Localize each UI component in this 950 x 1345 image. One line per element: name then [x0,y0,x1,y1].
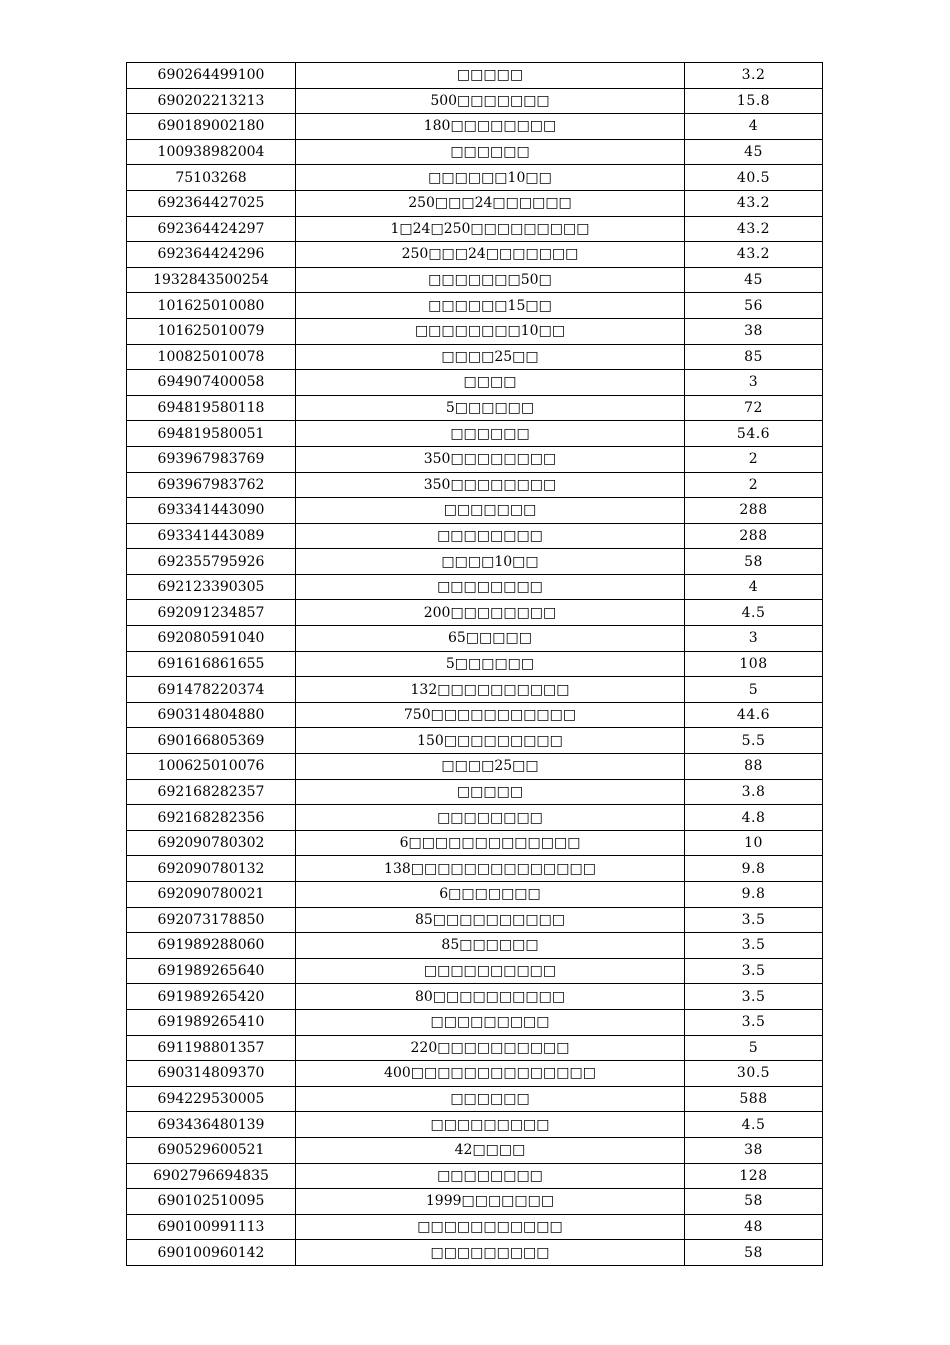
product-name-cell: 6□□□□□□□□□□□□□ [296,830,685,856]
barcode-cell: 690100991113 [127,1214,296,1240]
product-name-cell: 5□□□□□□ [296,395,685,421]
product-name-cell: □□□□25□□ [296,344,685,370]
product-name-cell: 42□□□□ [296,1137,685,1163]
price-cell: 40.5 [685,165,823,191]
price-cell: 3.2 [685,63,823,89]
barcode-cell: 691989265640 [127,958,296,984]
price-cell: 85 [685,344,823,370]
barcode-cell: 690100960142 [127,1240,296,1266]
barcode-cell: 692364427025 [127,190,296,216]
price-cell: 588 [685,1086,823,1112]
barcode-cell: 100625010076 [127,754,296,780]
price-cell: 3.8 [685,779,823,805]
price-cell: 43.2 [685,190,823,216]
table-row [127,933,823,959]
barcode-cell: 692090780132 [127,856,296,882]
price-cell: 58 [685,1189,823,1215]
price-cell: 58 [685,549,823,575]
product-name-cell: □□□□□□ [296,1086,685,1112]
barcode-cell: 692073178850 [127,907,296,933]
barcode-cell: 690166805369 [127,728,296,754]
table-row [127,600,823,626]
price-cell: 3.5 [685,1009,823,1035]
barcode-cell: 692091234857 [127,600,296,626]
table-row [127,216,823,242]
table-row [127,165,823,191]
price-cell: 30.5 [685,1061,823,1087]
price-cell: 45 [685,139,823,165]
table-row [127,754,823,780]
price-cell: 5 [685,677,823,703]
table-row [127,190,823,216]
product-name-cell: □□□□□□□□□ [296,1112,685,1138]
table-row [127,651,823,677]
table-row [127,728,823,754]
barcode-cell: 6902796694835 [127,1163,296,1189]
barcode-cell: 691989265410 [127,1009,296,1035]
price-cell: 3.5 [685,933,823,959]
price-cell: 4.8 [685,805,823,831]
barcode-cell: 694229530005 [127,1086,296,1112]
price-cell: 288 [685,498,823,524]
price-cell: 2 [685,446,823,472]
product-name-cell: 80□□□□□□□□□□ [296,984,685,1010]
table-row [127,242,823,268]
price-cell: 4.5 [685,1112,823,1138]
table-row [127,498,823,524]
price-cell: 288 [685,523,823,549]
barcode-cell: 100938982004 [127,139,296,165]
table-row [127,1112,823,1138]
price-cell: 56 [685,293,823,319]
table-row [127,574,823,600]
barcode-cell: 693967983769 [127,446,296,472]
barcode-cell: 690314804880 [127,702,296,728]
price-cell: 9.8 [685,856,823,882]
table-row [127,830,823,856]
product-name-cell: □□□□□□15□□ [296,293,685,319]
barcode-cell: 692355795926 [127,549,296,575]
product-name-cell: □□□□□□□□□ [296,1240,685,1266]
barcode-cell: 691198801357 [127,1035,296,1061]
table-row [127,318,823,344]
table-row [127,1086,823,1112]
table-row [127,63,823,89]
product-price-table [126,62,823,1266]
barcode-cell: 693341443089 [127,523,296,549]
table-row [127,88,823,114]
product-name-cell: 5□□□□□□ [296,651,685,677]
table-row [127,626,823,652]
product-name-cell: 350□□□□□□□□ [296,446,685,472]
price-cell: 3 [685,370,823,396]
table-row [127,1009,823,1035]
price-cell: 58 [685,1240,823,1266]
table-row [127,293,823,319]
price-cell: 5 [685,1035,823,1061]
price-cell: 128 [685,1163,823,1189]
barcode-cell: 691989265420 [127,984,296,1010]
barcode-cell: 694819580118 [127,395,296,421]
barcode-cell: 692080591040 [127,626,296,652]
barcode-cell: 690189002180 [127,114,296,140]
price-cell: 4 [685,574,823,600]
price-cell: 44.6 [685,702,823,728]
table-row [127,139,823,165]
barcode-cell: 693341443090 [127,498,296,524]
price-cell: 38 [685,318,823,344]
price-cell: 4.5 [685,600,823,626]
barcode-cell: 690102510095 [127,1189,296,1215]
barcode-cell: 75103268 [127,165,296,191]
barcode-cell: 691478220374 [127,677,296,703]
product-name-cell: □□□□□□□ [296,498,685,524]
price-cell: 72 [685,395,823,421]
product-name-cell: 250□□□24□□□□□□□ [296,242,685,268]
table-row [127,1137,823,1163]
product-name-cell: □□□□□□□50□ [296,267,685,293]
table-row [127,677,823,703]
table-row [127,1163,823,1189]
table-row [127,267,823,293]
table-row [127,702,823,728]
product-name-cell: □□□□□□10□□ [296,165,685,191]
product-name-cell: □□□□□□□□ [296,805,685,831]
price-cell: 10 [685,830,823,856]
price-cell: 45 [685,267,823,293]
table-row [127,395,823,421]
barcode-cell: 691989288060 [127,933,296,959]
product-name-cell: □□□□10□□ [296,549,685,575]
price-cell: 108 [685,651,823,677]
table-row [127,1214,823,1240]
table-row [127,958,823,984]
product-name-cell: 138□□□□□□□□□□□□□□ [296,856,685,882]
barcode-cell: 690314809370 [127,1061,296,1087]
product-name-cell: 150□□□□□□□□□ [296,728,685,754]
barcode-cell: 690202213213 [127,88,296,114]
barcode-cell: 694819580051 [127,421,296,447]
product-name-cell: 250□□□24□□□□□□ [296,190,685,216]
price-cell: 3.5 [685,958,823,984]
barcode-cell: 690529600521 [127,1137,296,1163]
barcode-cell: 691616861655 [127,651,296,677]
price-cell: 2 [685,472,823,498]
barcode-cell: 690264499100 [127,63,296,89]
table-row [127,1240,823,1266]
price-cell: 15.8 [685,88,823,114]
product-name-cell: 200□□□□□□□□ [296,600,685,626]
product-name-cell: 85□□□□□□□□□□ [296,907,685,933]
product-name-cell: 500□□□□□□□ [296,88,685,114]
table-row [127,779,823,805]
price-cell: 4 [685,114,823,140]
table-row [127,472,823,498]
table-row [127,1035,823,1061]
barcode-cell: 692168282356 [127,805,296,831]
product-name-cell: 85□□□□□□ [296,933,685,959]
table-row [127,882,823,908]
product-name-cell: □□□□□□□□ [296,574,685,600]
table-row [127,1189,823,1215]
product-name-cell: 1999□□□□□□□ [296,1189,685,1215]
product-name-cell: □□□□□□□□□□□ [296,1214,685,1240]
product-name-cell: 750□□□□□□□□□□□ [296,702,685,728]
product-name-cell: 132□□□□□□□□□□ [296,677,685,703]
table-row [127,856,823,882]
price-cell: 38 [685,1137,823,1163]
product-name-cell: 6□□□□□□□ [296,882,685,908]
price-cell: 43.2 [685,216,823,242]
barcode-cell: 692090780302 [127,830,296,856]
product-name-cell: □□□□25□□ [296,754,685,780]
product-name-cell: 350□□□□□□□□ [296,472,685,498]
barcode-cell: 1932843500254 [127,267,296,293]
barcode-cell: 693967983762 [127,472,296,498]
price-cell: 3.5 [685,907,823,933]
product-name-cell: □□□□□□ [296,139,685,165]
price-cell: 48 [685,1214,823,1240]
product-name-cell: □□□□□□□□□ [296,1009,685,1035]
table-row [127,1061,823,1087]
table-body [127,63,823,1266]
table-row [127,421,823,447]
product-name-cell: □□□□□ [296,779,685,805]
barcode-cell: 692364424297 [127,216,296,242]
product-name-cell: □□□□ [296,370,685,396]
table-row [127,984,823,1010]
barcode-cell: 692168282357 [127,779,296,805]
table-row [127,907,823,933]
price-cell: 3.5 [685,984,823,1010]
price-cell: 9.8 [685,882,823,908]
table-row [127,549,823,575]
product-name-cell: □□□□□□□□□□ [296,958,685,984]
product-name-cell: □□□□□□□□10□□ [296,318,685,344]
table-row [127,805,823,831]
price-cell: 88 [685,754,823,780]
product-name-cell: □□□□□□□□ [296,523,685,549]
barcode-cell: 692123390305 [127,574,296,600]
product-name-cell: 400□□□□□□□□□□□□□□ [296,1061,685,1087]
table-row [127,446,823,472]
product-name-cell: 220□□□□□□□□□□ [296,1035,685,1061]
product-name-cell: 65□□□□□ [296,626,685,652]
barcode-cell: 101625010080 [127,293,296,319]
barcode-cell: 694907400058 [127,370,296,396]
table-row [127,523,823,549]
price-cell: 43.2 [685,242,823,268]
product-name-cell: 1□24□250□□□□□□□□□ [296,216,685,242]
product-name-cell: 180□□□□□□□□ [296,114,685,140]
table-row [127,370,823,396]
barcode-cell: 692364424296 [127,242,296,268]
price-cell: 5.5 [685,728,823,754]
barcode-cell: 692090780021 [127,882,296,908]
table-row [127,114,823,140]
table-row [127,344,823,370]
barcode-cell: 101625010079 [127,318,296,344]
price-cell: 54.6 [685,421,823,447]
price-cell: 3 [685,626,823,652]
barcode-cell: 693436480139 [127,1112,296,1138]
barcode-cell: 100825010078 [127,344,296,370]
product-name-cell: □□□□□□□□ [296,1163,685,1189]
product-name-cell: □□□□□ [296,63,685,89]
product-name-cell: □□□□□□ [296,421,685,447]
